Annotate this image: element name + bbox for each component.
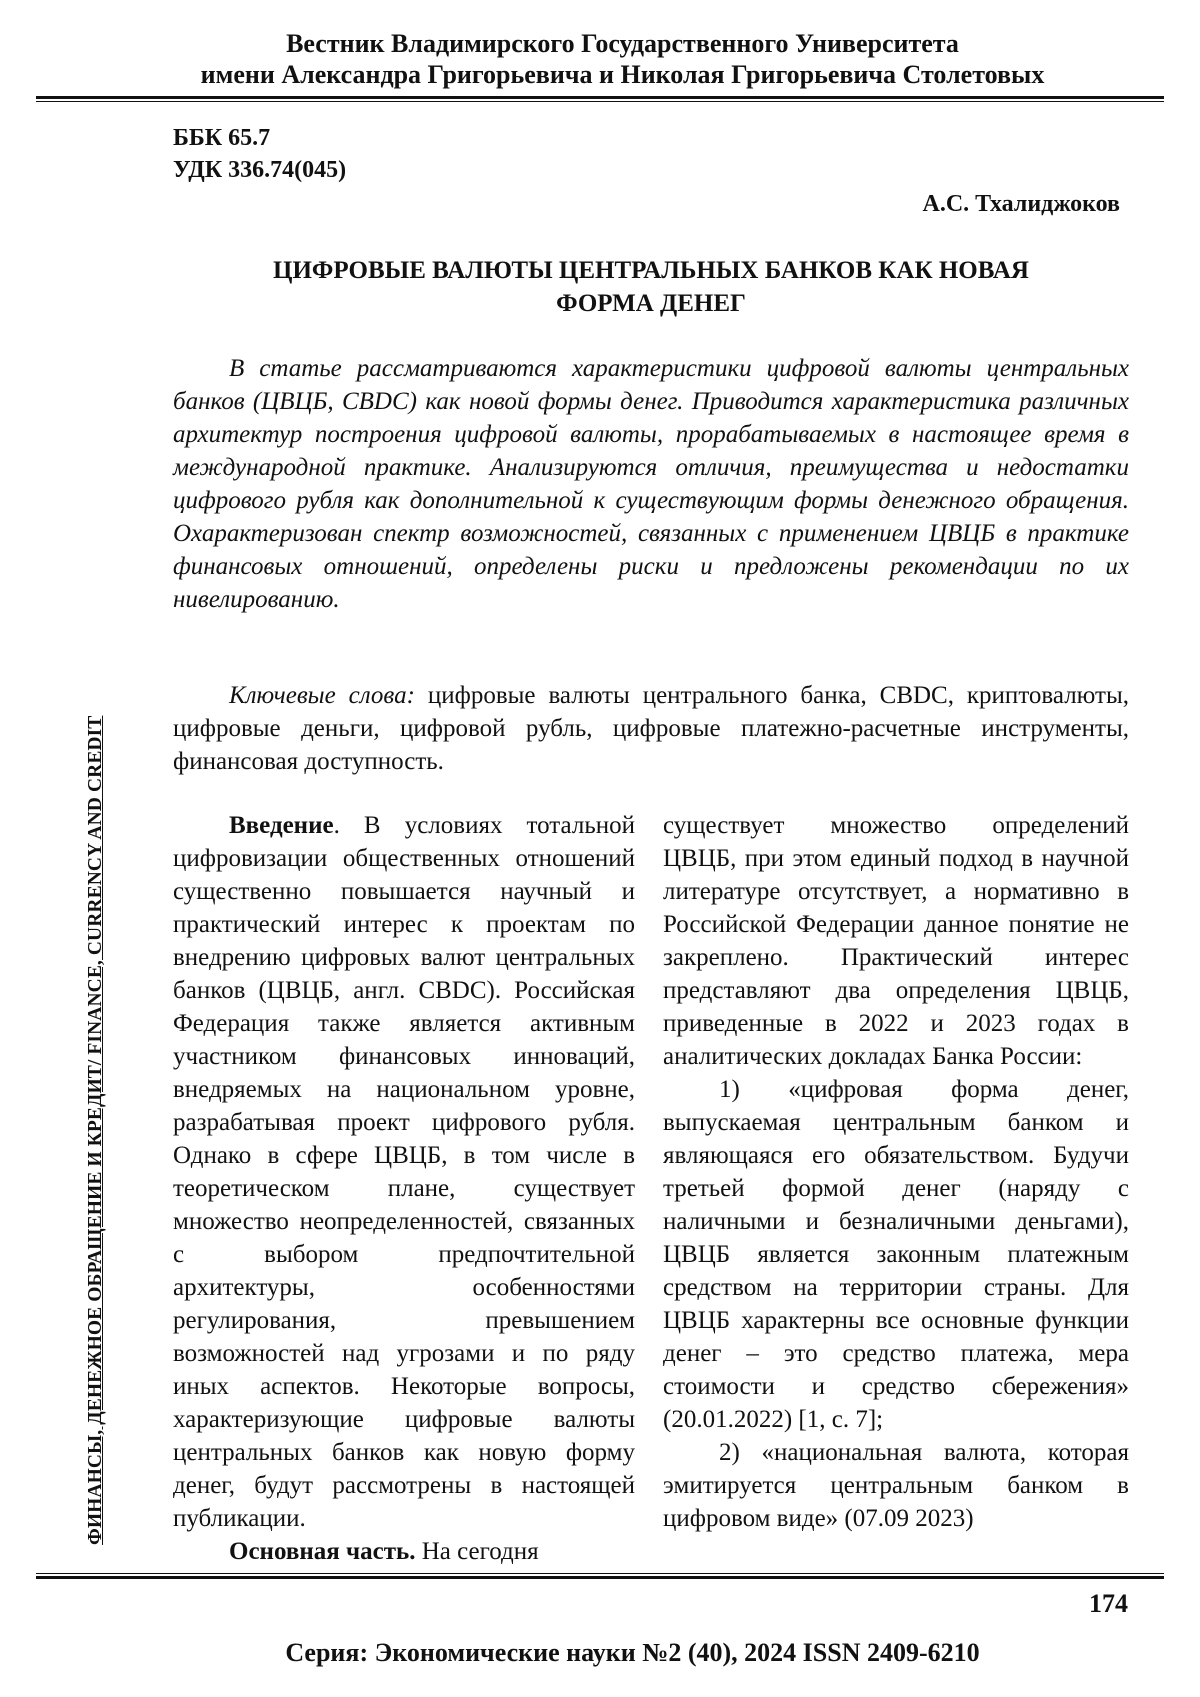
article-keywords	[173, 679, 1129, 778]
article-author: А.С. Тхалиджоков	[922, 191, 1120, 217]
series-footer: Серия: Экономические науки №2 (40), 2024 ISSN 2409-6210	[285, 1638, 980, 1667]
definition-1: 1) «цифровая форма денег, выпускаемая центральным банком и являющаяся его обязательством. Будучи третьей формой денег (наряду с наличными и безналичными деньгами), ЦВЦБ является законным платежным средством на территории страны. Для ЦВЦБ характерны все основные функции денег – это средство платежа, мера стоимости и средство сбережения» (20.01.2022) [1, с. 7];	[663, 1076, 1129, 1433]
udk-code: УДК 336.74(045)	[173, 157, 347, 183]
article-title	[173, 254, 1129, 320]
intro-heading: Введение	[229, 812, 334, 839]
body-column-right	[663, 809, 1129, 1569]
definitions-paragraph: существует множество определений ЦВЦБ, при этом единый подход в научной литературе отсутствует, а нормативно в Российской Федерации данное понятие не закреплено. Практический интерес представляют два определения ЦВЦБ, приведенные в 2022 и 2023 годах в аналитических докладах Банка России:	[663, 812, 1129, 1070]
section-side-label: ФИНАНСЫ, ДЕНЕЖНОЕ ОБРАЩЕНИЕ И КРЕДИТ/ FINANCE, CURRENCY AND CREDIT	[85, 715, 106, 1545]
intro-text: . В условиях тотальной цифровизации общественных отношений существенно повышается научный и практический интерес к проектам по внедрению цифровых валют центральных банков (ЦВЦБ, англ. CBDC). Российская Федерация также является активным участником финансовых инноваций, внедряемых на национальном уровне, разрабатывая проект цифрового рубля. Однако в сфере ЦВЦБ, в том числе в теоретическом плане, существует множество неопределенностей, связанных с выбором предпочтительной архитектуры, особенностями регулирования, превышением возможностей над угрозами и по ряду иных аспектов. Некоторые вопросы, характеризующие цифровые валюты центральных банков как новую форму денег, будут рассмотрены в настоящей публикации.	[173, 812, 635, 1532]
main-part-heading: Основная часть.	[229, 1538, 416, 1565]
keywords-label: Ключевые слова:	[229, 682, 415, 709]
article-abstract: В статье рассматриваются характеристики цифровой валюты центральных банков (ЦВЦБ, CBDC) как новой формы денег. Приводится характеристика различных архитектур построения цифровой валюты, прорабатываемых в настоящее время в международной практике. Анализируются отличия, преимущества и недостатки цифрового рубля как дополнительной к существующим формы денежного обращения. Охарактеризован спектр возможностей, связанных с применением ЦВЦБ в практике финансовых отношений, определены риски и предложены рекомендации по их нивелированию.	[173, 355, 1129, 613]
journal-title-line1: Вестник Владимирского Государственного Университета	[286, 29, 959, 58]
definition-2: 2) «национальная валюта, которая эмитируется центральным банком в цифровом виде» (07.09 2023)	[663, 1439, 1129, 1532]
journal-header	[0, 28, 1200, 90]
bbk-code: ББК 65.7	[173, 125, 271, 151]
main-part-paragraph	[173, 1535, 635, 1568]
journal-title-line2: имени Александра Григорьевича и Николая Григорьевича Столетовых	[200, 60, 1045, 89]
intro-paragraph	[173, 809, 635, 1535]
footer-rule	[36, 1573, 1164, 1579]
classification-codes	[173, 122, 346, 186]
body-column-left	[173, 809, 635, 1569]
main-part-text: На сегодня	[415, 1538, 539, 1565]
article-title-line1: ЦИФРОВЫЕ ВАЛЮТЫ ЦЕНТРАЛЬНЫХ БАНКОВ КАК НОВАЯ	[273, 257, 1029, 284]
header-rule	[36, 96, 1164, 102]
keywords-text: цифровые валюты центрального банка, CBDC, криптовалюты, цифровые деньги, цифровой рубль, цифровые платежно-расчетные инструменты, финансовая доступность.	[173, 682, 1129, 775]
page-number: 174	[1089, 1589, 1128, 1618]
article-title-line2: ФОРМА ДЕНЕГ	[556, 290, 746, 317]
